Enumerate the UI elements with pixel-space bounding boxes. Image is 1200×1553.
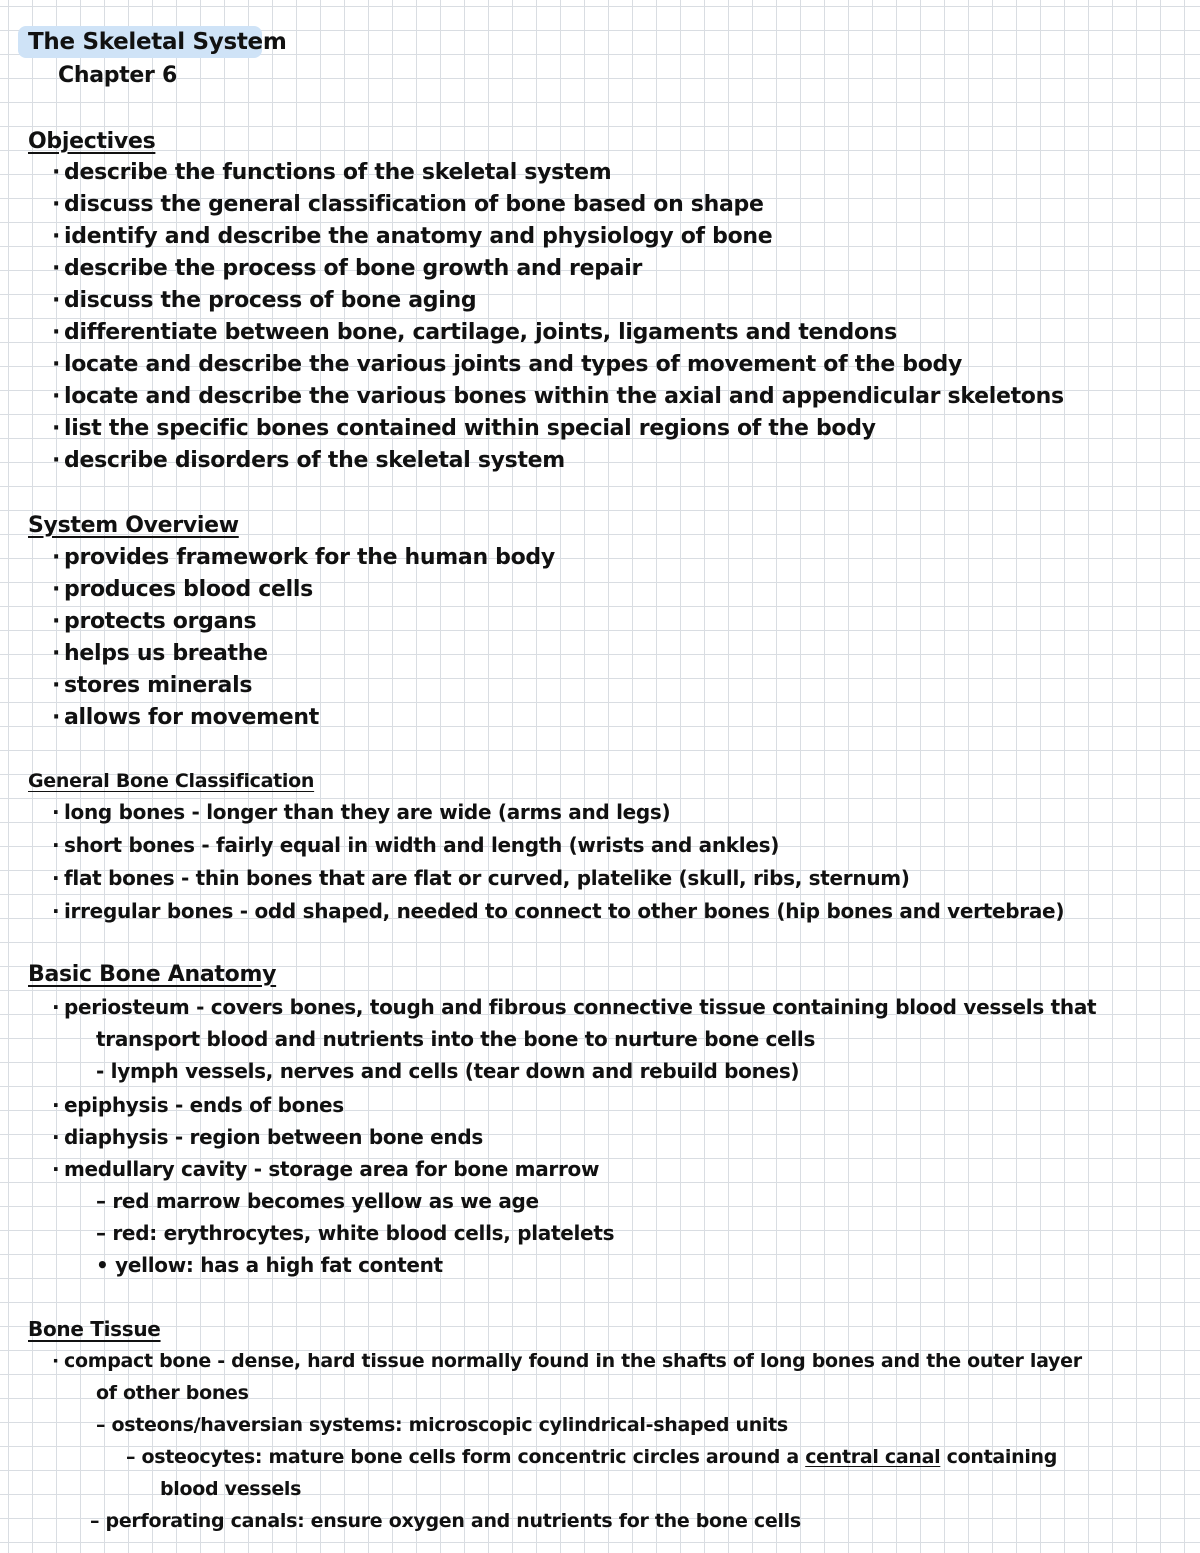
list-item: · compact bone - dense, hard tissue normally found in the shafts of long bones and the outer layer xyxy=(52,1350,1082,1372)
heading-bone-tissue: Bone Tissue xyxy=(28,1317,161,1341)
sub-item: - lymph vessels, nerves and cells (tear down and rebuild bones) xyxy=(96,1059,800,1083)
list-item: · flat bones - thin bones that are flat or curved, platelike (skull, ribs, sternum) xyxy=(52,866,910,890)
list-item: · irregular bones - odd shaped, needed to connect to other bones (hip bones and vertebrae) xyxy=(52,899,1065,923)
heading-basic-bone-anatomy: Basic Bone Anatomy xyxy=(28,962,277,987)
page-subtitle: Chapter 6 xyxy=(58,63,177,88)
list-item: · locate and describe the various joints and types of movement of the body xyxy=(52,352,963,377)
list-item: · allows for movement xyxy=(52,705,319,730)
list-item: · produces blood cells xyxy=(52,577,313,602)
sub-sub-item: – osteocytes: mature bone cells form concentric circles around a central canal containing xyxy=(126,1446,1058,1468)
sub-item: – perforating canals: ensure oxygen and nutrients for the bone cells xyxy=(90,1510,801,1532)
list-item: · describe the process of bone growth and repair xyxy=(52,256,642,281)
page-title: The Skeletal System xyxy=(28,29,287,55)
heading-general-bone-classification: General Bone Classification xyxy=(28,770,315,792)
list-item: · epiphysis - ends of bones xyxy=(52,1093,344,1117)
list-item: · discuss the process of bone aging xyxy=(52,288,477,313)
list-item-continuation: of other bones xyxy=(96,1382,249,1404)
sub-item: – red marrow becomes yellow as we age xyxy=(96,1189,539,1213)
list-item: · locate and describe the various bones within the axial and appendicular skeletons xyxy=(52,384,1064,409)
list-item: · discuss the general classification of bone based on shape xyxy=(52,192,764,217)
list-item: · long bones - longer than they are wide (arms and legs) xyxy=(52,800,671,824)
heading-system-overview: System Overview xyxy=(28,513,239,538)
list-item: · list the specific bones contained within special regions of the body xyxy=(52,416,876,441)
list-item-continuation: transport blood and nutrients into the bone to nurture bone cells xyxy=(96,1027,816,1051)
heading-objectives: Objectives xyxy=(28,129,156,154)
sub-item: – red: erythrocytes, white blood cells, platelets xyxy=(96,1221,615,1245)
list-item: · helps us breathe xyxy=(52,641,268,666)
list-item: · provides framework for the human body xyxy=(52,545,555,570)
list-item: · describe disorders of the skeletal system xyxy=(52,448,565,473)
list-item: · stores minerals xyxy=(52,673,253,698)
list-item: · protects organs xyxy=(52,609,257,634)
sub-sub-item-continuation: blood vessels xyxy=(160,1478,302,1500)
list-item: · medullary cavity - storage area for bone marrow xyxy=(52,1157,600,1181)
central-canal-term: central canal xyxy=(805,1446,941,1468)
list-item: · diaphysis - region between bone ends xyxy=(52,1125,483,1149)
sub-item: • yellow: has a high fat content xyxy=(96,1253,443,1277)
list-item: · short bones - fairly equal in width and length (wrists and ankles) xyxy=(52,833,780,857)
list-item: · periosteum - covers bones, tough and fibrous connective tissue containing blood vessels that xyxy=(52,995,1097,1019)
list-item: · differentiate between bone, cartilage, joints, ligaments and tendons xyxy=(52,320,897,345)
sub-item: – osteons/haversian systems: microscopic cylindrical-shaped units xyxy=(96,1414,788,1436)
list-item: · describe the functions of the skeletal system xyxy=(52,160,612,185)
list-item: · identify and describe the anatomy and physiology of bone xyxy=(52,224,773,249)
